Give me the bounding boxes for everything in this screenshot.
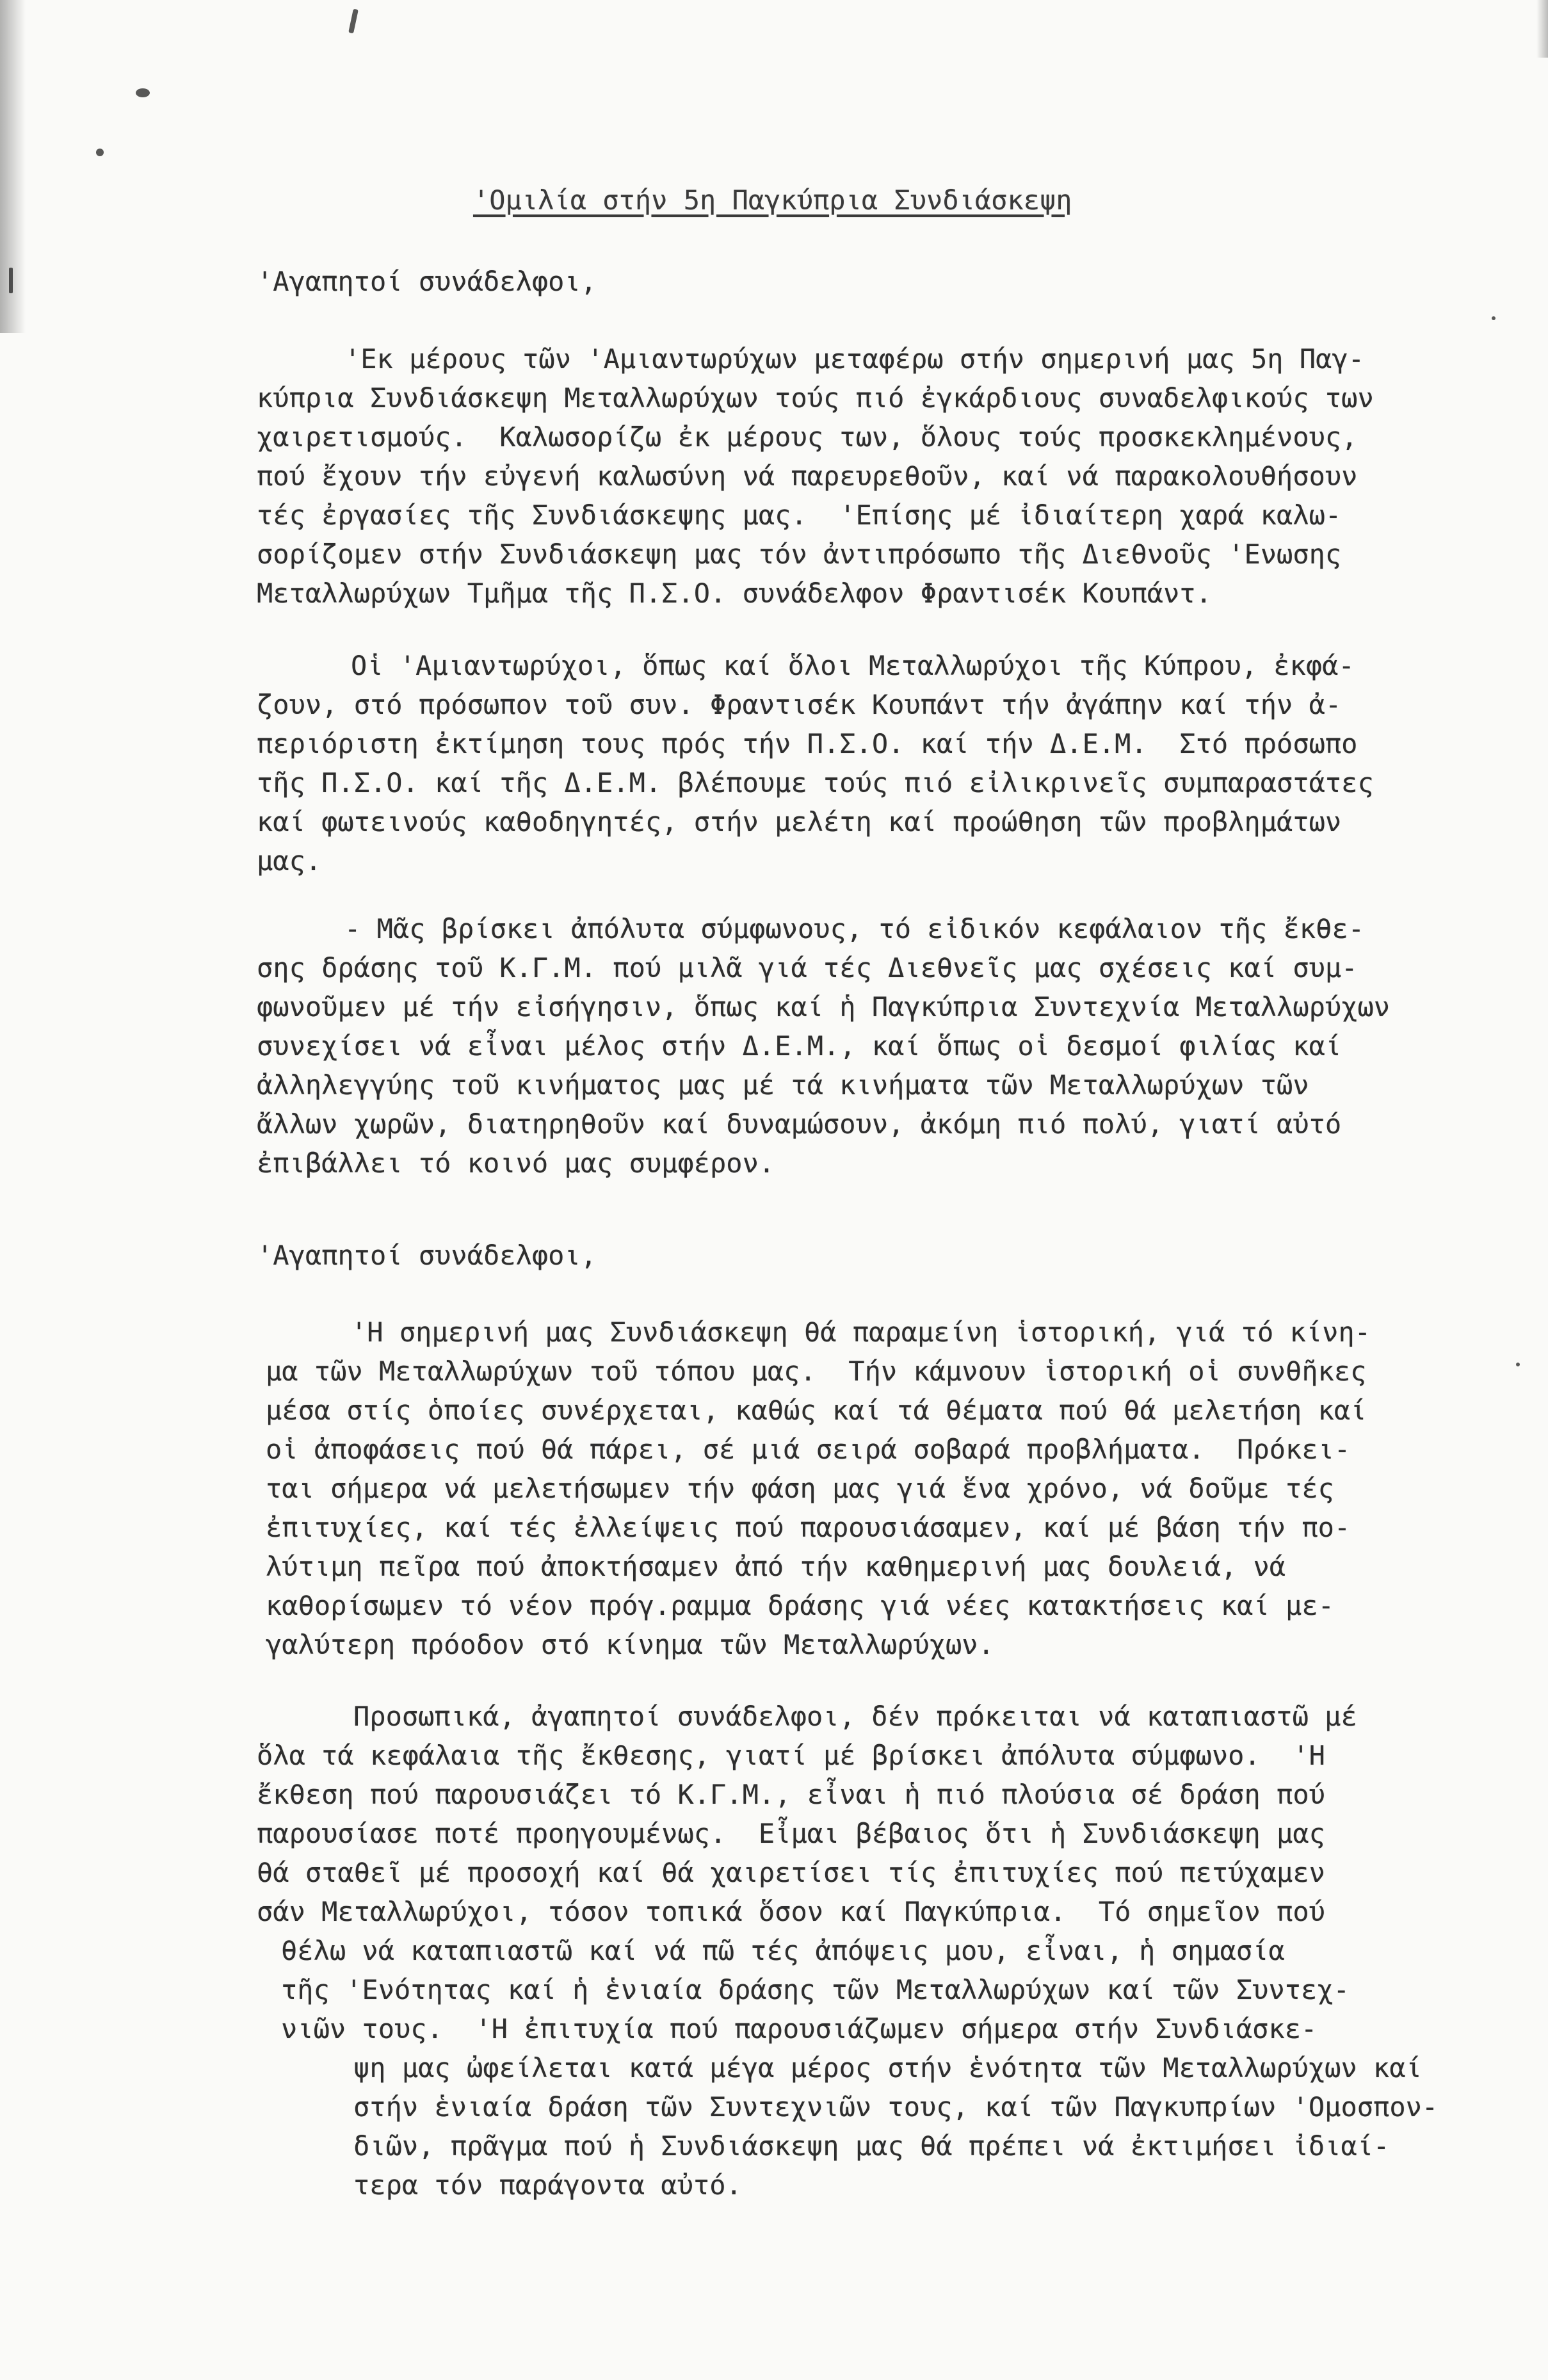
- scan-speck: [136, 88, 150, 97]
- text-line: καί φωτεινούς καθοδηγητές, στήν μελέτη καί προώθηση τῶν προβλημάτων: [257, 806, 1342, 838]
- document-title-block: [473, 181, 1072, 220]
- text-line: σης δράσης τοῦ Κ.Γ.Μ. πού μιλᾶ γιά τές Διεθνεῖς μας σχέσεις καί συμ-: [257, 952, 1358, 984]
- text-line: ζουν, στό πρόσωπον τοῦ συν. Φραντισέκ Κουπάντ τήν ἀγάπην καί τήν ἀ-: [257, 689, 1342, 720]
- text-line: γαλύτερη πρόοδον στό κίνημα τῶν Μεταλλωρύχων.: [266, 1629, 994, 1660]
- text-line: 'Η σημερινή μας Συνδιάσκεψη θά παραμείνη ἱστορική, γιά τό κίνη-: [351, 1316, 1371, 1348]
- text-line: τές ἐργασίες τῆς Συνδιάσκεψης μας. 'Επίσης μέ ἰδιαίτερη χαρά καλω-: [257, 499, 1342, 531]
- text-line: στήν ἑνιαία δράση τῶν Συντεχνιῶν τους, καί τῶν Παγκυπρίων 'Ομοσπον-: [353, 2091, 1439, 2123]
- text-line: καθορίσωμεν τό νέον πρόγ.ραμμα δράσης γιά νέες κατακτήσεις καί με-: [266, 1590, 1334, 1621]
- text-line: τῆς Π.Σ.Ο. καί τῆς Δ.Ε.Μ. βλέπουμε τούς πιό εἰλικρινεῖς συμπαραστάτες: [257, 767, 1374, 798]
- scan-speck: [96, 149, 104, 156]
- text-line: παρουσίασε ποτέ προηγουμένως. Εἶμαι βέβαιος ὅτι ἡ Συνδιάσκεψη μας: [257, 1818, 1325, 1849]
- text-line: ται σήμερα νά μελετήσωμεν τήν φάση μας γιά ἕνα χρόνο, νά δοῦμε τές: [266, 1473, 1334, 1504]
- text-line: περιόριστη ἐκτίμηση τους πρός τήν Π.Σ.Ο. καί τήν Δ.Ε.Μ. Στό πρόσωπο: [257, 728, 1358, 759]
- scan-speck: [1516, 1363, 1520, 1366]
- text-line: μέσα στίς ὁποίες συνέρχεται, καθώς καί τά θέματα πού θά μελετήση καί: [266, 1395, 1367, 1426]
- text-line: 'Εκ μέρους τῶν 'Αμιαντωρύχων μεταφέρω στήν σημερινή μας 5η Παγ-: [344, 343, 1365, 375]
- text-line: φωνοῦμεν μέ τήν εἰσήγησιν, ὅπως καί ἡ Παγκύπρια Συντεχνία Μεταλλωρύχων: [257, 991, 1391, 1023]
- text-line: - Μᾶς βρίσκει ἀπόλυτα σύμφωνους, τό εἰδικόν κεφάλαιον τῆς ἔκθε-: [344, 913, 1365, 944]
- scan-edge-shadow: [1536, 0, 1548, 58]
- text-line: Μεταλλωρύχων Τμῆμα τῆς Π.Σ.Ο. συνάδελφον Φραντισέκ Κουπάντ.: [257, 578, 1212, 609]
- text-line: κύπρια Συνδιάσκεψη Μεταλλωρύχων τούς πιό ἐγκάρδιους συναδελφικούς των: [257, 382, 1374, 414]
- text-line: τῆς 'Ενότητας καί ἡ ἑνιαία δράσης τῶν Μεταλλωρύχων καί τῶν Συντεχ-: [281, 1974, 1350, 2005]
- text-line: οἱ ἀποφάσεις πού θά πάρει, σέ μιά σειρά σοβαρά προβλήματα. Πρόκει-: [266, 1434, 1351, 1465]
- text-line: ἔκθεση πού παρουσιάζει τό Κ.Γ.Μ., εἶναι ἡ πιό πλούσια σέ δράση πού: [257, 1779, 1325, 1810]
- text-line: ἀλληλεγγύης τοῦ κινήματος μας μέ τά κινήματα τῶν Μεταλλωρύχων τῶν: [257, 1069, 1309, 1101]
- text-line: μα τῶν Μεταλλωρύχων τοῦ τόπου μας. Τήν κάμνουν ἱστορική οἱ συνθῆκες: [266, 1356, 1367, 1387]
- text-line: σορίζομεν στήν Συνδιάσκεψη μας τόν ἀντιπρόσωπο τῆς Διεθνοῦς 'Ενωσης: [257, 538, 1342, 570]
- scan-edge-shadow: [0, 0, 26, 333]
- salutation-block: [257, 1236, 597, 1275]
- text-line: Προσωπικά, ἀγαπητοί συνάδελφοι, δέν πρόκειται νά καταπιαστῶ μέ: [353, 1701, 1357, 1732]
- salutation: 'Αγαπητοί συνάδελφοι,: [257, 266, 597, 297]
- paragraph-3: [257, 909, 1390, 1183]
- text-line: ὅλα τά κεφάλαια τῆς ἔκθεσης, γιατί μέ βρίσκει ἀπόλυτα σύμφωνο. 'Η: [257, 1740, 1325, 1771]
- scan-speck: [348, 9, 359, 34]
- text-line: διῶν, πρᾶγμα πού ἡ Συνδιάσκεψη μας θά πρέπει νά ἐκτιμήσει ἰδιαί-: [353, 2130, 1390, 2162]
- text-line: Οἱ 'Αμιαντωρύχοι, ὅπως καί ὅλοι Μεταλλωρύχοι τῆς Κύπρου, ἐκφά-: [351, 650, 1355, 681]
- paragraph-2: [257, 646, 1374, 880]
- scan-speck: [9, 268, 13, 293]
- document-title: 'Ομιλία στήν 5η Παγκύπρια Συνδιάσκεψη: [473, 184, 1072, 216]
- text-line: λύτιμη πεῖρα πού ἀποκτήσαμεν ἀπό τήν καθημερινή μας δουλειά, νά: [266, 1551, 1286, 1582]
- paragraph-1: [257, 339, 1374, 613]
- text-line: ἐπιβάλλει τό κοινό μας συμφέρον.: [257, 1147, 775, 1179]
- text-line: συνεχίσει νά εἶναι μέλος στήν Δ.Ε.Μ., καί ὅπως οἱ δεσμοί φιλίας καί: [257, 1030, 1342, 1062]
- text-line: ψη μας ὠφείλεται κατά μέγα μέρος στήν ἑνότητα τῶν Μεταλλωρύχων καί: [353, 2052, 1422, 2084]
- text-line: ἄλλων χωρῶν, διατηρηθοῦν καί δυναμώσουν, ἀκόμη πιό πολύ, γιατί αὐτό: [257, 1108, 1342, 1140]
- paragraph-5: [257, 1697, 1438, 2205]
- text-line: θέλω νά καταπιαστῶ καί νά πῶ τές ἀπόψεις μου, εἶναι, ἡ σημασία: [281, 1935, 1285, 1966]
- salutation-block: [257, 262, 597, 301]
- text-line: πού ἔχουν τήν εὐγενή καλωσύνη νά παρευρεθοῦν, καί νά παρακολουθήσουν: [257, 460, 1358, 492]
- salutation: 'Αγαπητοί συνάδελφοι,: [257, 1240, 597, 1271]
- text-line: μας.: [257, 845, 322, 877]
- paragraph-4: [257, 1313, 1371, 1664]
- scan-speck: [1492, 316, 1496, 320]
- text-line: ἐπιτυχίες, καί τές ἐλλείψεις πού παρουσιάσαμεν, καί μέ βάση τήν πο-: [266, 1512, 1351, 1543]
- text-line: νιῶν τους. 'Η ἐπιτυχία πού παρουσιάζωμεν σήμερα στήν Συνδιάσκε-: [281, 2013, 1318, 2044]
- text-line: θά σταθεῖ μέ προσοχή καί θά χαιρετίσει τίς ἐπιτυχίες πού πετύχαμεν: [257, 1857, 1325, 1888]
- text-line: χαιρετισμούς. Καλωσορίζω ἐκ μέρους των, ὅλους τούς προσκεκλημένους,: [257, 421, 1358, 453]
- text-line: τερα τόν παράγοντα αὐτό.: [353, 2169, 742, 2201]
- text-line: σάν Μεταλλωρύχοι, τόσον τοπικά ὅσον καί Παγκύπρια. Τό σημεῖον πού: [257, 1896, 1325, 1927]
